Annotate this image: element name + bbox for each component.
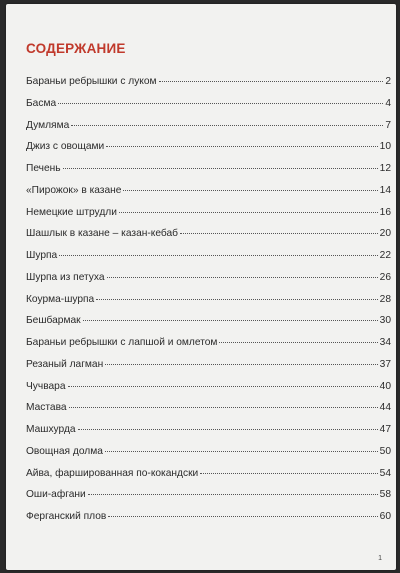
toc-entry-page: 54 — [379, 467, 391, 479]
toc-entry-title: Думляма — [26, 119, 70, 131]
toc-entry — [26, 468, 391, 490]
toc-entry — [26, 207, 391, 229]
toc-entry-title: «Пирожок» в казане — [26, 184, 122, 196]
toc-entry-page: 60 — [379, 511, 391, 522]
toc-entry-page: 40 — [379, 380, 391, 392]
toc-entry-page: 28 — [379, 293, 391, 305]
toc-entry-title: Ферганский плов — [26, 511, 107, 522]
toc-leader-dots — [59, 255, 377, 256]
toc-entry-title: Немецкие штрудли — [26, 206, 117, 218]
toc-entry — [26, 402, 391, 424]
toc-entry — [26, 511, 391, 533]
toc-entry-page: 14 — [379, 184, 391, 196]
toc-entry-page: 4 — [385, 97, 391, 109]
toc-entry-page: 12 — [379, 163, 391, 174]
toc-entry — [26, 446, 391, 468]
toc-entry — [26, 489, 391, 511]
toc-entry-title: Джиз с овощами — [26, 141, 105, 153]
toc-leader-dots — [200, 473, 377, 474]
table-of-contents — [26, 76, 391, 533]
toc-entry-title: Оши-афгани — [26, 489, 86, 501]
toc-entry — [26, 163, 391, 185]
toc-entry-page: 50 — [379, 445, 391, 457]
toc-entry-title: Шурпа из петуха — [26, 271, 105, 283]
toc-leader-dots — [180, 233, 378, 234]
toc-entry-page: 26 — [379, 271, 391, 283]
toc-entry-page: 20 — [379, 228, 391, 240]
toc-entry — [26, 272, 391, 294]
toc-entry — [26, 250, 391, 272]
toc-entry — [26, 381, 391, 403]
toc-entry — [26, 294, 391, 316]
toc-entry-page: 10 — [379, 141, 391, 153]
toc-entry-title: Бараньи ребрышки с лапшой и омлетом — [26, 337, 218, 348]
toc-leader-dots — [71, 125, 383, 126]
toc-leader-dots — [119, 212, 378, 213]
toc-entry-page: 58 — [379, 489, 391, 501]
toc-entry — [26, 424, 391, 446]
toc-entry-page: 7 — [385, 119, 391, 131]
toc-entry — [26, 228, 391, 250]
toc-leader-dots — [78, 429, 378, 430]
toc-entry-title: Айва, фаршированная по-кокандски — [26, 467, 199, 479]
toc-entry-title: Мастава — [26, 402, 67, 414]
book-page — [6, 4, 396, 570]
toc-leader-dots — [105, 451, 378, 452]
toc-entry-page: 44 — [379, 402, 391, 414]
toc-leader-dots — [88, 494, 378, 495]
toc-entry-title: Бешбармак — [26, 315, 81, 327]
toc-leader-dots — [123, 190, 377, 191]
toc-leader-dots — [96, 299, 377, 300]
toc-leader-dots — [69, 407, 378, 408]
toc-entry — [26, 120, 391, 142]
toc-leader-dots — [107, 277, 378, 278]
toc-entry — [26, 98, 391, 120]
toc-entry-title: Овощная долма — [26, 445, 103, 457]
toc-entry-page: 16 — [379, 206, 391, 218]
toc-entry-title: Бараньи ребрышки с луком — [26, 76, 157, 87]
toc-entry-title: Печень — [26, 163, 61, 174]
toc-entry-page: 47 — [379, 424, 391, 435]
toc-leader-dots — [219, 342, 377, 343]
toc-entry-title: Шурпа — [26, 250, 58, 261]
toc-entry — [26, 185, 391, 207]
toc-entry — [26, 141, 391, 163]
toc-entry-title: Машхурда — [26, 424, 76, 435]
toc-entry-title: Шашлык в казане – казан-кебаб — [26, 228, 178, 240]
toc-leader-dots — [106, 146, 377, 147]
toc-leader-dots — [68, 386, 378, 387]
toc-entry — [26, 315, 391, 337]
toc-entry-title: Резаный лагман — [26, 358, 104, 370]
toc-entry-page: 30 — [379, 315, 391, 327]
page-number: 1 — [378, 555, 382, 562]
toc-entry-title: Коурма-шурпа — [26, 293, 95, 305]
toc-leader-dots — [63, 168, 378, 169]
toc-entry-title: Чучвара — [26, 380, 66, 392]
toc-entry-title: Басма — [26, 97, 57, 109]
toc-leader-dots — [108, 516, 377, 517]
toc-entry-page: 34 — [379, 337, 391, 348]
toc-entry-page: 2 — [385, 76, 391, 87]
toc-leader-dots — [83, 320, 378, 321]
toc-entry — [26, 76, 391, 98]
toc-entry — [26, 359, 391, 381]
toc-entry — [26, 337, 391, 359]
page-title: СОДЕРЖАНИЕ — [26, 41, 126, 56]
toc-entry-page: 22 — [379, 250, 391, 261]
toc-leader-dots — [159, 81, 384, 82]
toc-entry-page: 37 — [379, 358, 391, 370]
toc-leader-dots — [105, 364, 377, 365]
toc-leader-dots — [58, 103, 383, 104]
